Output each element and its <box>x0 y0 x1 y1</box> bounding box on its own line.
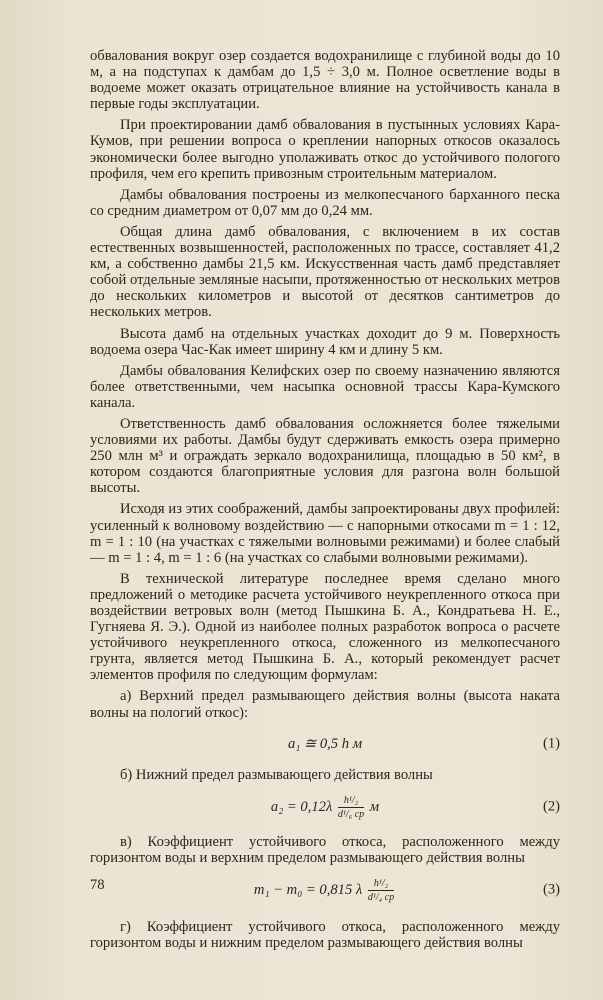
page-number: 78 <box>90 877 105 893</box>
paragraph: Дамбы обвалования построены из мелкопесчаного барханного песка со средним диаметром от 0,07 мм до 0,24 мм. <box>90 186 560 219</box>
formula-2 <box>90 795 560 820</box>
paragraph: При проектировании дамб обвалования в пустынных условиях Кара-Кумов, при решении вопроса о креплении напорных откосов оказалось экономически более выгодно уполаживать откос до устойчивого пологого профиля, чем его крепить привозным строительным материалом. <box>90 117 560 182</box>
formula-1 <box>90 735 560 753</box>
body-text <box>90 919 560 951</box>
formula-3 <box>90 878 560 903</box>
fraction <box>368 878 394 903</box>
paragraph: Дамбы обвалования Келифских озер по своему назначению являются более ответственными, чем насыпка основной трассы Кара-Кумского канала. <box>90 362 560 411</box>
formula-unit: м <box>369 798 380 815</box>
paragraph: Исходя из этих соображений, дамбы запроектированы двух профилей: усиленный к волновому воздействию — с напорными откосами m = 1 : 12, m = 1 : 10 (на участках с тяжелыми волновыми режимами) и более слабый — m = 1 : 4, m = 1 : 6 (на участках со слабыми волновыми режимами). <box>90 501 560 566</box>
formula-number: (1) <box>542 735 560 752</box>
formula-lhs: a₁ ≅ 0,5 h м <box>287 735 363 752</box>
list-item: б) Нижний предел размывающего действия волны <box>120 766 433 783</box>
paragraph: обвалования вокруг озер создается водохранилище с глубиной воды до 10 м, а на подступах к дамбам до 1,5 ÷ 3,0 м. Полное осветление воды в водоеме может оказать отрицательное влияние на устойчивость канала в первые годы эксплуатации. <box>90 48 560 113</box>
formula-lhs: a₂ = 0,12λ <box>270 798 333 815</box>
paragraph: В технической литературе последнее время сделано много предложений о методике расчета устойчивого неукрепленного откоса при воздействии ветровых волн (метод Пышкина Б. А., Кондратьева Н. Е., Гугняева Я. Э.). Одной из наиболее полных разработок вопроса о расчете устойчивого неукрепленного откоса, сложенного из мелкопесчаного грунта, является метод Пышкина Б. А., который рекомендует расчет элементов профиля по следующим формулам: <box>90 570 560 684</box>
body-text <box>90 767 560 783</box>
body-text <box>90 834 560 866</box>
paragraph: Высота дамб на отдельных участках доходит до 9 м. Поверхность водоема озера Час-Как имеет ширину 4 км и длину 5 км. <box>90 325 560 358</box>
paragraph: Ответственность дамб обвалования осложняется более тяжелыми условиями их работы. Дамбы будут сдерживать емкость озера примерно 250 млн м³ и ограждать зеркало водохранилища, площадью в 50 км², в котором создаются благоприятные условия для разгона волн большой высоты. <box>90 415 560 497</box>
fraction-numerator: h¹/₂ <box>338 795 364 808</box>
formula-number: (2) <box>542 798 560 815</box>
list-item: в) Коэффициент устойчивого откоса, расположенного между горизонтом воды и верхним пределом размывающего действия волны <box>90 833 560 866</box>
list-item: г) Коэффициент устойчивого откоса, расположенного между горизонтом воды и нижним пределом размывающего действия волны <box>90 918 560 952</box>
list-item: а) Верхний предел размывающего действия волны (высота наката волны на пологий откос): <box>90 688 560 721</box>
formula-number: (3) <box>542 881 560 898</box>
paragraph: Общая длина дамб обвалования, с включением в их состав естественных возвышенностей, расположенных по трассе, составляет 41,2 км, а собственно дамбы 21,5 км. Искусственная часть дамб представляет собой отдельные земляные насыпи, протяженностью от нескольких метров до нескольких километров и высотой от десятков сантиметров до нескольких метров. <box>90 223 560 321</box>
fraction-denominator: d¹/₄ ср <box>367 891 395 903</box>
fraction-numerator: h¹/₂ <box>368 878 394 891</box>
fraction <box>338 795 364 820</box>
body-text <box>90 48 560 721</box>
fraction-denominator: d¹/₆ ср <box>337 808 365 820</box>
formula-lhs: m₁ − m₀ = 0,815 λ <box>253 881 363 898</box>
